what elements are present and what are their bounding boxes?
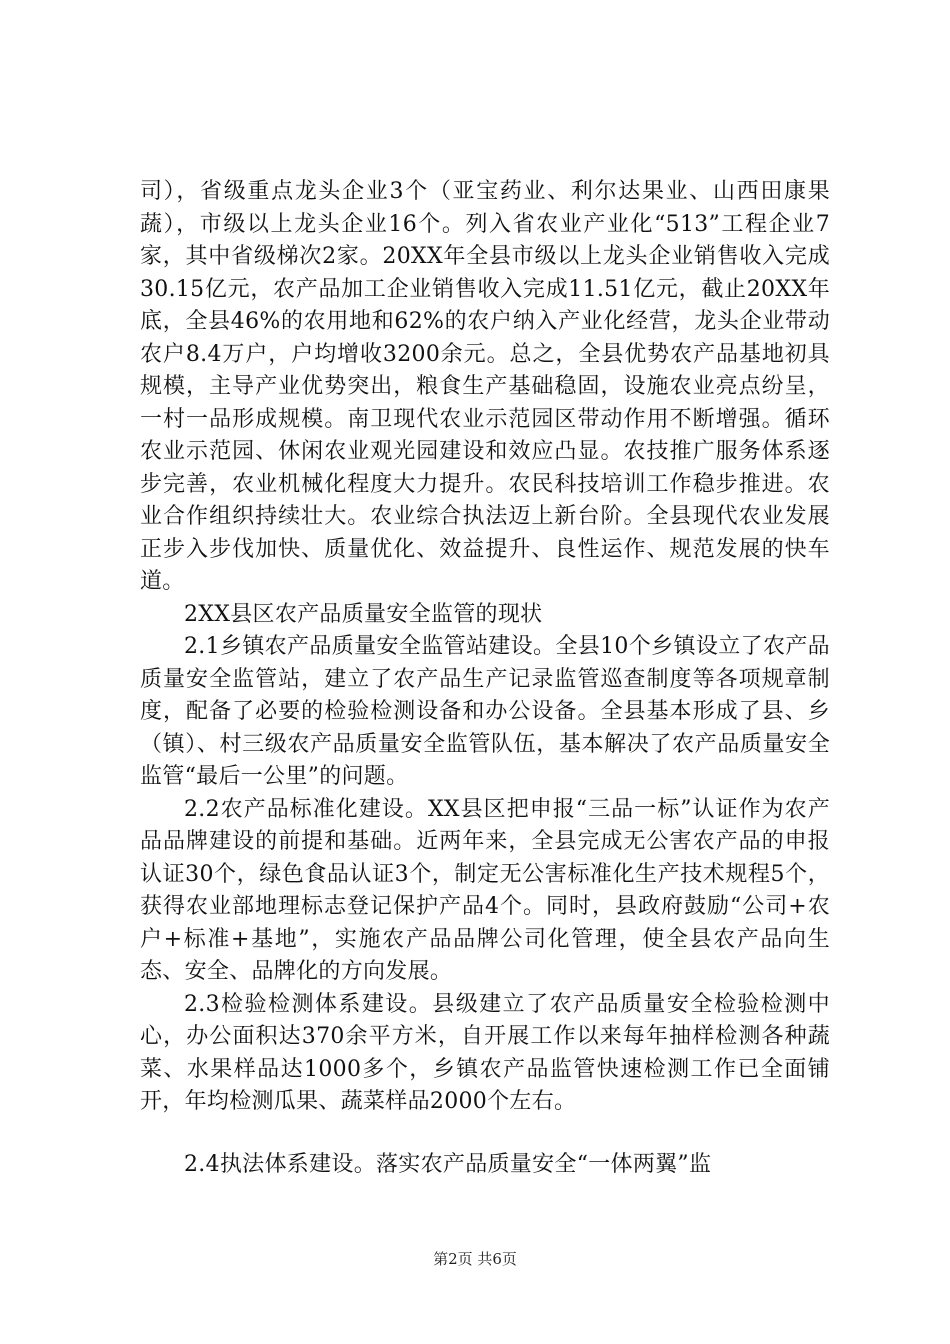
page-number-footer: 第2页 共6页 [433, 1250, 517, 1268]
document-body [140, 176, 830, 1181]
paragraph-2-2: 2.2农产品标准化建设。XX县区把申报“三品一标”认证作为农产品品牌建设的前提和基础。近两年来，全县完成无公害农产品的申报认证30个，绿色食品认证3个，制定无公害标准化生产技术规程5个，获得农业部地理标志登记保护产品4个。同时，县政府鼓励“公司+农户+标准+基地”，实施农产品品牌公司化管理，使全县农产品向生态、安全、品牌化的方向发展。 [140, 796, 830, 984]
section-heading: 2XX县区农产品质量安全监管的现状 [184, 601, 543, 627]
paragraph-2-4: 2.4执法体系建设。落实农产品质量安全“一体两翼”监 [184, 1151, 712, 1177]
paragraph-2-1: 2.1乡镇农产品质量安全监管站建设。全县10个乡镇设立了农产品质量安全监管站，建立了农产品生产记录监管巡查制度等各项规章制度，配备了必要的检验检测设备和办公设备。全县基本形成了县、乡（镇）、村三级农产品质量安全监管队伍，基本解决了农产品质量安全监管“最后一公里”的问题。 [140, 634, 830, 789]
paragraph-2-3: 2.3检验检测体系建设。县级建立了农产品质量安全检验检测中心，办公面积达370余平方米，自开展工作以来每年抽样检测各种蔬菜、水果样品达1000多个，乡镇农产品监管快速检测工作已全面铺开，年均检测瓜果、蔬菜样品2000个左右。 [140, 991, 830, 1114]
paragraph-continued: 司），省级重点龙头企业3个（亚宝药业、利尔达果业、山西田康果蔬），市级以上龙头企业16个。列入省农业产业化“513”工程企业7家，其中省级梯次2家。20XX年全县市级以上龙头企业销售收入完成30.15亿元，农产品加工企业销售收入完成11.51亿元，截止20XX年底，全县46%的农用地和62%的农户纳入产业化经营，龙头企业带动农户8.4万户，户均增收3200余元。总之，全县优势农产品基地初具规模，主导产业优势突出，粮食生产基础稳固，设施农业亮点纷呈，一村一品形成规模。南卫现代农业示范园区带动作用不断增强。循环农业示范园、休闲农业观光园建设和效应凸显。农技推广服务体系逐步完善，农业机械化程度大力提升。农民科技培训工作稳步推进。农业合作组织持续壮大。农业综合执法迈上新台阶。全县现代农业发展正步入步伐加快、质量优化、效益提升、良性运作、规范发展的快车道。 [140, 179, 830, 594]
